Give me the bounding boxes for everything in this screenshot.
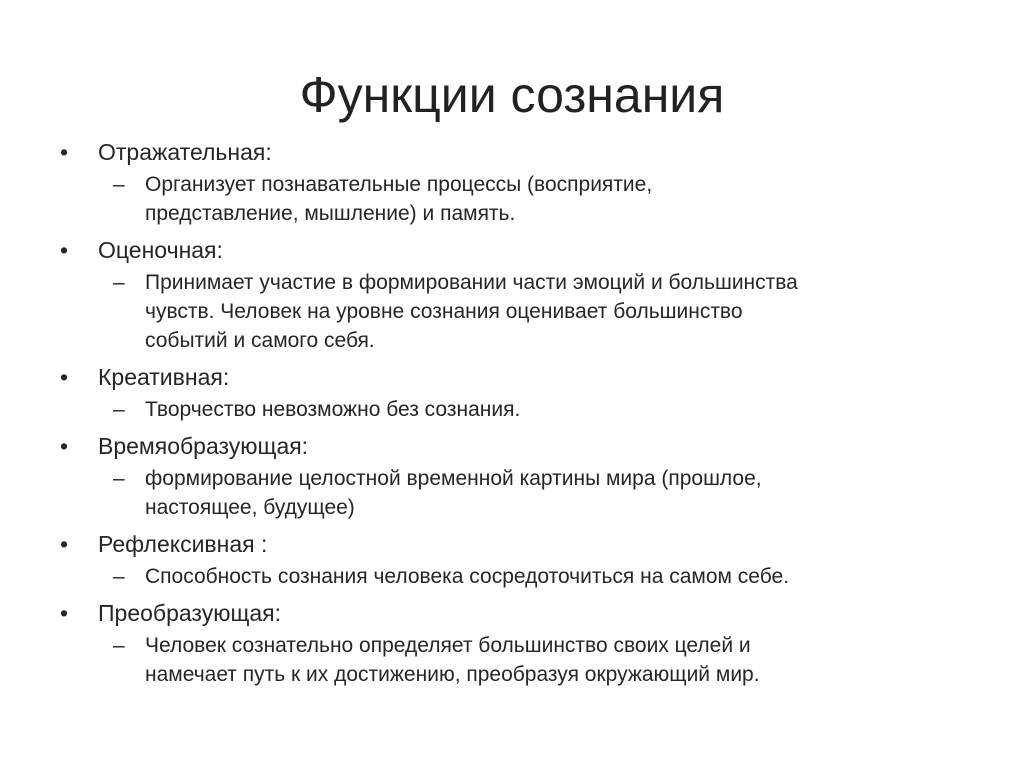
dash: – [113, 271, 125, 294]
list-item [60, 528, 990, 591]
bullet: • [60, 139, 69, 165]
function-label: Креативная: [98, 364, 230, 390]
function-label: Времяобразующая: [98, 433, 309, 459]
list-item [60, 597, 990, 689]
function-description: Способность сознания человека сосредоточиться на самом себе. [145, 565, 790, 588]
function-label: Рефлексивная : [98, 531, 268, 557]
dash: – [113, 634, 125, 657]
dash: – [113, 398, 125, 421]
bullet: • [60, 364, 69, 390]
function-label: Оценочная: [98, 237, 223, 263]
dash: – [113, 173, 125, 196]
function-description: Творчество невозможно без сознания. [145, 398, 521, 421]
list-item [60, 361, 990, 424]
function-description: Принимает участие в формировании части эмоций и большинства чувств. Человек на уровне сознания оценивает большинство событий и самого себя. [145, 271, 798, 352]
bullet: • [60, 237, 69, 263]
bullet: • [60, 600, 69, 626]
list-item [60, 136, 990, 228]
slide-title: Функции сознания [299, 67, 725, 123]
bullet: • [60, 433, 69, 459]
function-description: формирование целостной временной картины мира (прошлое, настоящее, будущее) [145, 467, 762, 519]
function-label: Преобразующая: [98, 600, 282, 626]
function-description: Организует познавательные процессы (восприятие, представление, мышление) и память. [145, 173, 653, 225]
function-description: Человек сознательно определяет большинство своих целей и намечает путь к их достижению, преобразуя окружающий мир. [145, 634, 760, 686]
dash: – [113, 565, 125, 588]
list-item [60, 430, 990, 522]
functions-list [60, 136, 990, 695]
bullet: • [60, 531, 69, 557]
function-label: Отражательная: [98, 139, 272, 165]
list-item [60, 234, 990, 355]
dash: – [113, 467, 125, 490]
